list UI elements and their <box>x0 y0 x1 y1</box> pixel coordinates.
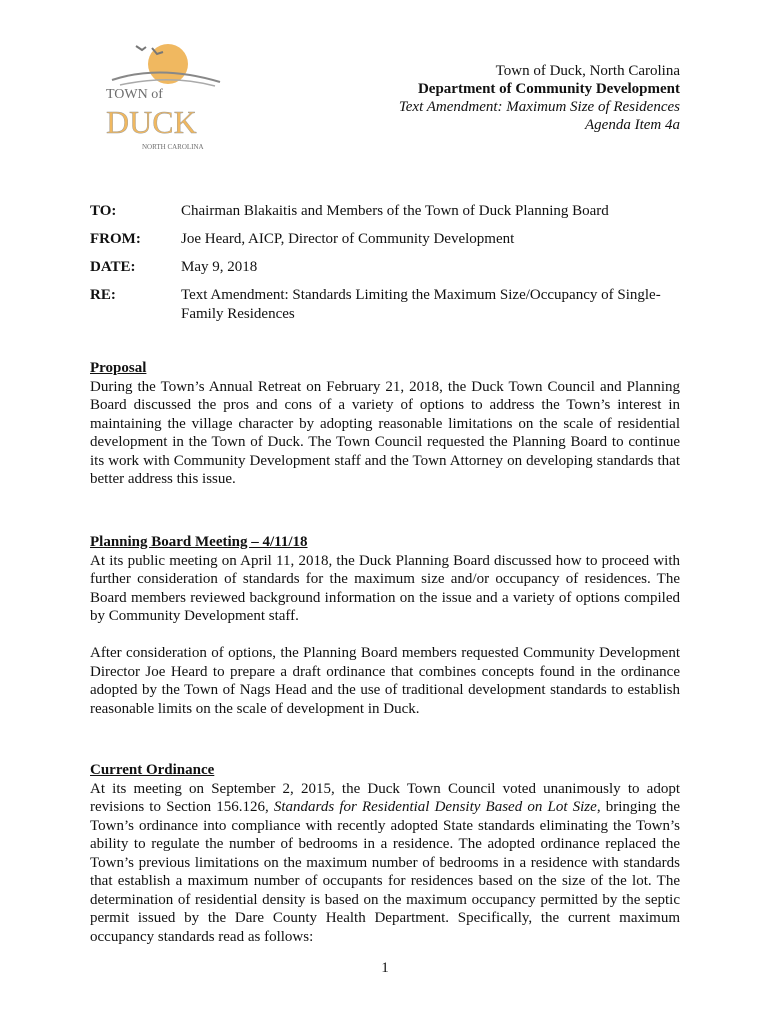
text-line: occupancy standards read as follows: <box>90 928 314 945</box>
re-line: Text Amendment: Standards Limiting the Maximum Size/Occupancy of Single- <box>181 287 661 303</box>
text-line: better address this issue. <box>90 471 236 487</box>
section-heading: Planning Board Meeting – 4/11/18 <box>90 534 308 550</box>
text-line: Board members reviewed background information on the issue and a variety of options compiled <box>90 589 680 606</box>
text-line: At its meeting on September 2, 2015, the Duck Town Council voted unanimously to adopt <box>90 780 680 797</box>
text-line: determination of residential density is based on the maximum occupancy permitted by the septic <box>90 891 680 908</box>
text-line: reasonable limits on the scale of development in Duck. <box>90 700 420 717</box>
text-line: Town’s previous limitations on the maximum number of bedrooms in a residence with standards <box>90 854 680 871</box>
proposal-section <box>90 359 680 489</box>
text-line: During the Town’s Annual Retreat on February 21, 2018, the Duck Town Council and Planning <box>90 378 680 395</box>
logo-state-text: NORTH CAROLINA <box>142 143 204 151</box>
current-ordinance-section <box>90 761 680 946</box>
section-heading: Proposal <box>90 360 147 376</box>
town-name: Town of Duck, North Carolina <box>495 63 680 79</box>
to-label: TO: <box>90 203 117 219</box>
text-line: maintaining the village character by adopting reasonable limitations on the scale of residential <box>90 415 680 432</box>
text-line: After consideration of options, the Planning Board members requested Community Development <box>90 645 680 661</box>
logo-duck-text: DUCK <box>106 104 197 140</box>
text-line: that establish a maximum number of occupants for residences based on the size of the lot. The <box>90 873 680 889</box>
re-label: RE: <box>90 287 116 303</box>
date-label: DATE: <box>90 259 136 275</box>
agenda-item: Agenda Item 4a <box>585 117 680 133</box>
text-line <box>90 798 680 817</box>
from-value: Joe Heard, AICP, Director of Community Development <box>181 231 515 247</box>
planning-board-meeting-section <box>90 533 680 718</box>
text-line: by Community Development staff. <box>90 608 299 624</box>
from-label: FROM: <box>90 231 141 247</box>
logo-town-text: TOWN of <box>106 87 163 102</box>
text-line: Director Joe Heard to prepare a draft ordinance that combines concepts found in the ordinance <box>90 663 680 680</box>
section-title: Standards for Residential Density Based on Lot Size <box>273 799 597 815</box>
text-run: revisions to Section 156.126, <box>90 799 274 815</box>
town-of-duck-logo <box>100 38 240 158</box>
text-line: its work with Community Development staff and the Town Attorney on developing standards that <box>90 452 680 469</box>
to-value: Chairman Blakaitis and Members of the Town of Duck Planning Board <box>181 203 609 219</box>
text-line: ability to regulate the number of bedrooms in a residence. The adopted ordinance replaced the <box>90 836 680 852</box>
department-name: Department of Community Development <box>417 81 680 97</box>
text-line: development in the Town of Duck. The Town Council requested the Planning Board to continue <box>90 434 680 450</box>
date-value: May 9, 2018 <box>181 259 258 275</box>
logo-sun-and-birds-icon <box>100 38 240 88</box>
text-line: Town’s ordinance into compliance with recently adopted State standards eliminating the Town’s <box>90 817 680 834</box>
re-line: Family Residences <box>181 306 295 322</box>
text-line: adopted by the Town of Nags Head and the use of traditional development standards to establish <box>90 682 680 698</box>
document-subject: Text Amendment: Maximum Size of Residences <box>398 99 680 115</box>
document-header <box>399 62 680 134</box>
section-heading: Current Ordinance <box>90 762 215 778</box>
page-number: 1 <box>381 960 389 976</box>
text-line: further consideration of standards for the maximum size and/or occupancy of residences. The <box>90 571 680 587</box>
re-value <box>181 286 680 324</box>
text-line: permit issued by the Dare County Health Department. Specifically, the current maximum <box>90 910 680 926</box>
text-line: At its public meeting on April 11, 2018, the Duck Planning Board discussed how to proceed with <box>90 552 680 569</box>
text-run: , bringing the <box>596 799 680 815</box>
text-line: Board discussed the pros and cons of a variety of options to address the Town’s interest in <box>90 397 680 413</box>
